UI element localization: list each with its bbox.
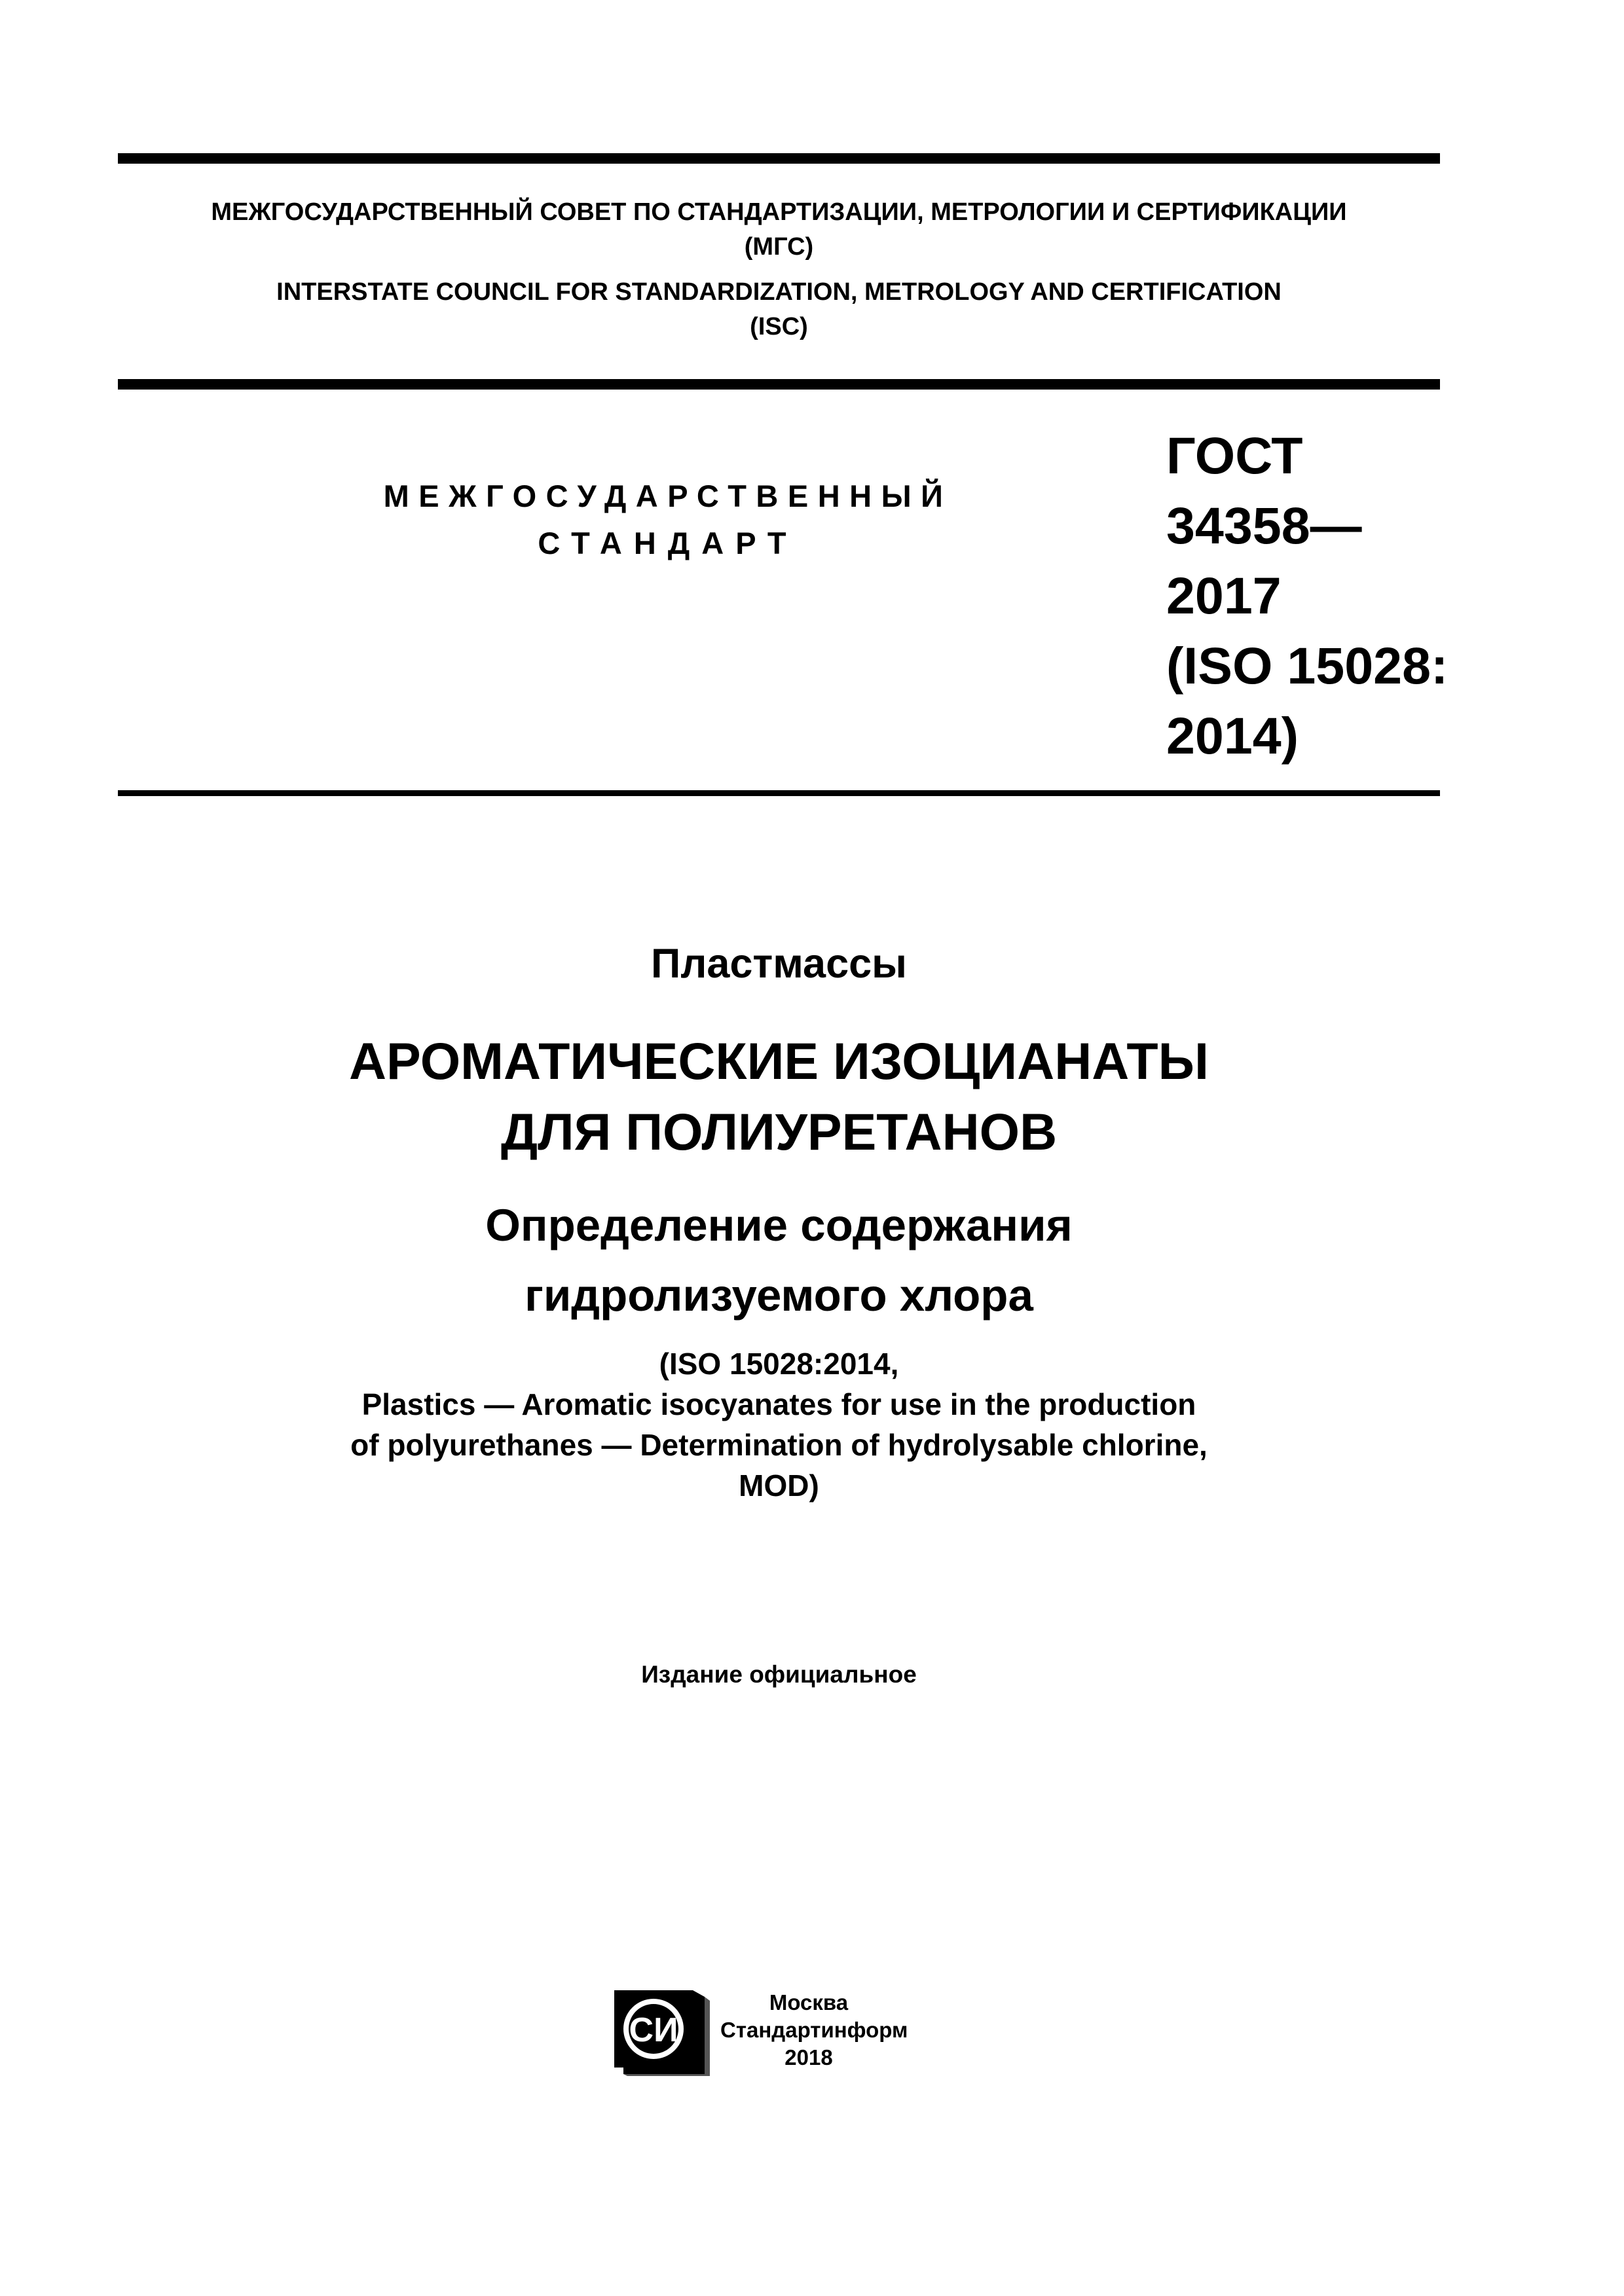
top-rule bbox=[118, 153, 1440, 164]
standard-type-line-2: СТАНДАРТ bbox=[538, 526, 798, 560]
iso-reference-line-2: Plastics — Aromatic isocyanates for use in the production bbox=[361, 1387, 1196, 1421]
section-title: Пластмассы bbox=[651, 941, 907, 987]
designation-line-1: ГОСТ bbox=[1166, 426, 1303, 484]
designation-line-3: 2017 bbox=[1166, 566, 1282, 625]
council-name-en-line: INTERSTATE COUNCIL FOR STANDARDIZATION, METROLOGY AND CERTIFICATION bbox=[276, 278, 1282, 306]
iso-reference-line-3: of polyurethanes — Determination of hydrolysable chlorine, bbox=[350, 1428, 1208, 1462]
council-name-en bbox=[118, 275, 1440, 344]
standard-designation bbox=[1166, 420, 1449, 771]
publication-year: 2018 bbox=[784, 2045, 833, 2069]
main-title-line-1: АРОМАТИЧЕСКИЕ ИЗОЦИАНАТЫ bbox=[349, 1032, 1209, 1090]
subtitle bbox=[118, 1190, 1440, 1330]
standard-type-line-1: МЕЖГОСУДАРСТВЕННЫЙ bbox=[383, 479, 953, 513]
bottom-rule bbox=[118, 790, 1440, 796]
council-name-ru bbox=[118, 195, 1440, 264]
designation-line-5: 2014) bbox=[1166, 706, 1299, 765]
iso-reference bbox=[118, 1343, 1440, 1506]
council-name-ru-line: МЕЖГОСУДАРСТВЕННЫЙ СОВЕТ ПО СТАНДАРТИЗАЦИИ, МЕТРОЛОГИИ И СЕРТИФИКАЦИИ bbox=[211, 198, 1347, 226]
iso-reference-line-4: MOD) bbox=[739, 1468, 819, 1503]
designation-line-2: 34358— bbox=[1166, 496, 1362, 555]
subtitle-line-1: Определение содержания bbox=[485, 1200, 1073, 1250]
council-abbr-ru: (МГС) bbox=[744, 233, 814, 261]
publisher-imprint bbox=[720, 1989, 908, 2071]
publisher-city: Москва bbox=[769, 1990, 849, 2014]
middle-rule bbox=[118, 379, 1440, 390]
council-abbr-en: (ISC) bbox=[750, 313, 808, 340]
logo-letters: СИ bbox=[629, 2011, 678, 2049]
publisher-name: Стандартинформ bbox=[720, 2018, 908, 2042]
subtitle-line-2: гидролизуемого хлора bbox=[525, 1270, 1033, 1321]
designation-line-4: (ISO 15028: bbox=[1166, 636, 1449, 695]
edition-label: Издание официальное bbox=[641, 1661, 917, 1688]
main-title-line-2: ДЛЯ ПОЛИУРЕТАНОВ bbox=[500, 1102, 1058, 1161]
iso-reference-line-1: (ISO 15028:2014, bbox=[659, 1347, 899, 1381]
standartinform-logo-icon bbox=[614, 1990, 710, 2076]
main-title bbox=[118, 1026, 1440, 1167]
